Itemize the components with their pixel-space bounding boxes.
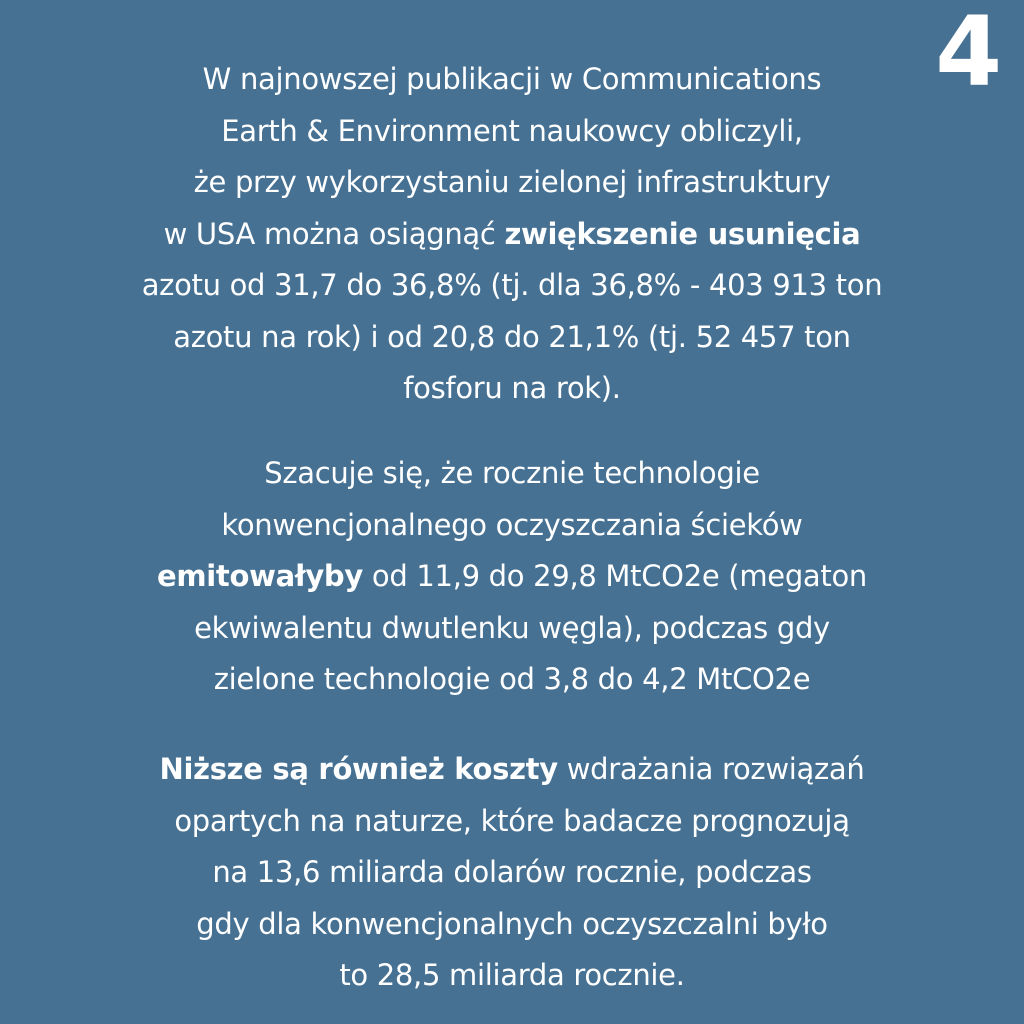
text-line: na 13,6 miliarda dolarów rocznie, podczas bbox=[212, 855, 812, 889]
text-line: to 28,5 miliarda rocznie. bbox=[339, 958, 685, 992]
slide-number: 4 bbox=[935, 0, 1002, 108]
text-line: azotu na rok) i od 20,8 do 21,1% (tj. 52 457 ton bbox=[173, 319, 851, 354]
text-line: ekwiwalentu dwutlenku węgla), podczas gdy bbox=[194, 610, 830, 645]
text-line: konwencjonalnego oczyszczania ścieków bbox=[221, 507, 803, 542]
text-line: zielone technologie od 3,8 do 4,2 MtCO2e bbox=[213, 662, 811, 696]
text-line: Earth & Environment naukowcy obliczyli, bbox=[221, 113, 803, 148]
emphasis-text: zwiększenie usunięcia bbox=[504, 216, 861, 251]
emphasis-text: emitowałyby bbox=[156, 559, 363, 593]
text-line: Szacuje się, że rocznie technologie bbox=[264, 456, 760, 490]
paragraph-study-results bbox=[40, 54, 984, 415]
text-line: opartych na naturze, które badacze prognozują bbox=[174, 803, 850, 838]
paragraph-emissions bbox=[40, 448, 984, 706]
text-line: w USA można osiągnąć zwiększenie usunięcia bbox=[163, 216, 861, 251]
text-line: W najnowszej publikacji w Communications bbox=[202, 62, 822, 96]
text-line: emitowałyby od 11,9 do 29,8 MtCO2e (megaton bbox=[156, 559, 867, 593]
text-line: Niższe są również koszty wdrażania rozwiązań bbox=[159, 752, 865, 786]
emphasis-text: Niższe są również koszty bbox=[159, 752, 558, 786]
text-line: że przy wykorzystaniu zielonej infrastruktury bbox=[193, 165, 831, 199]
text-line: azotu od 31,7 do 36,8% (tj. dla 36,8% - 403 913 ton bbox=[141, 268, 883, 302]
paragraph-costs bbox=[40, 744, 984, 1002]
text-line: fosforu na rok). bbox=[403, 371, 621, 405]
text-line: gdy dla konwencjonalnych oczyszczalni było bbox=[196, 906, 828, 941]
